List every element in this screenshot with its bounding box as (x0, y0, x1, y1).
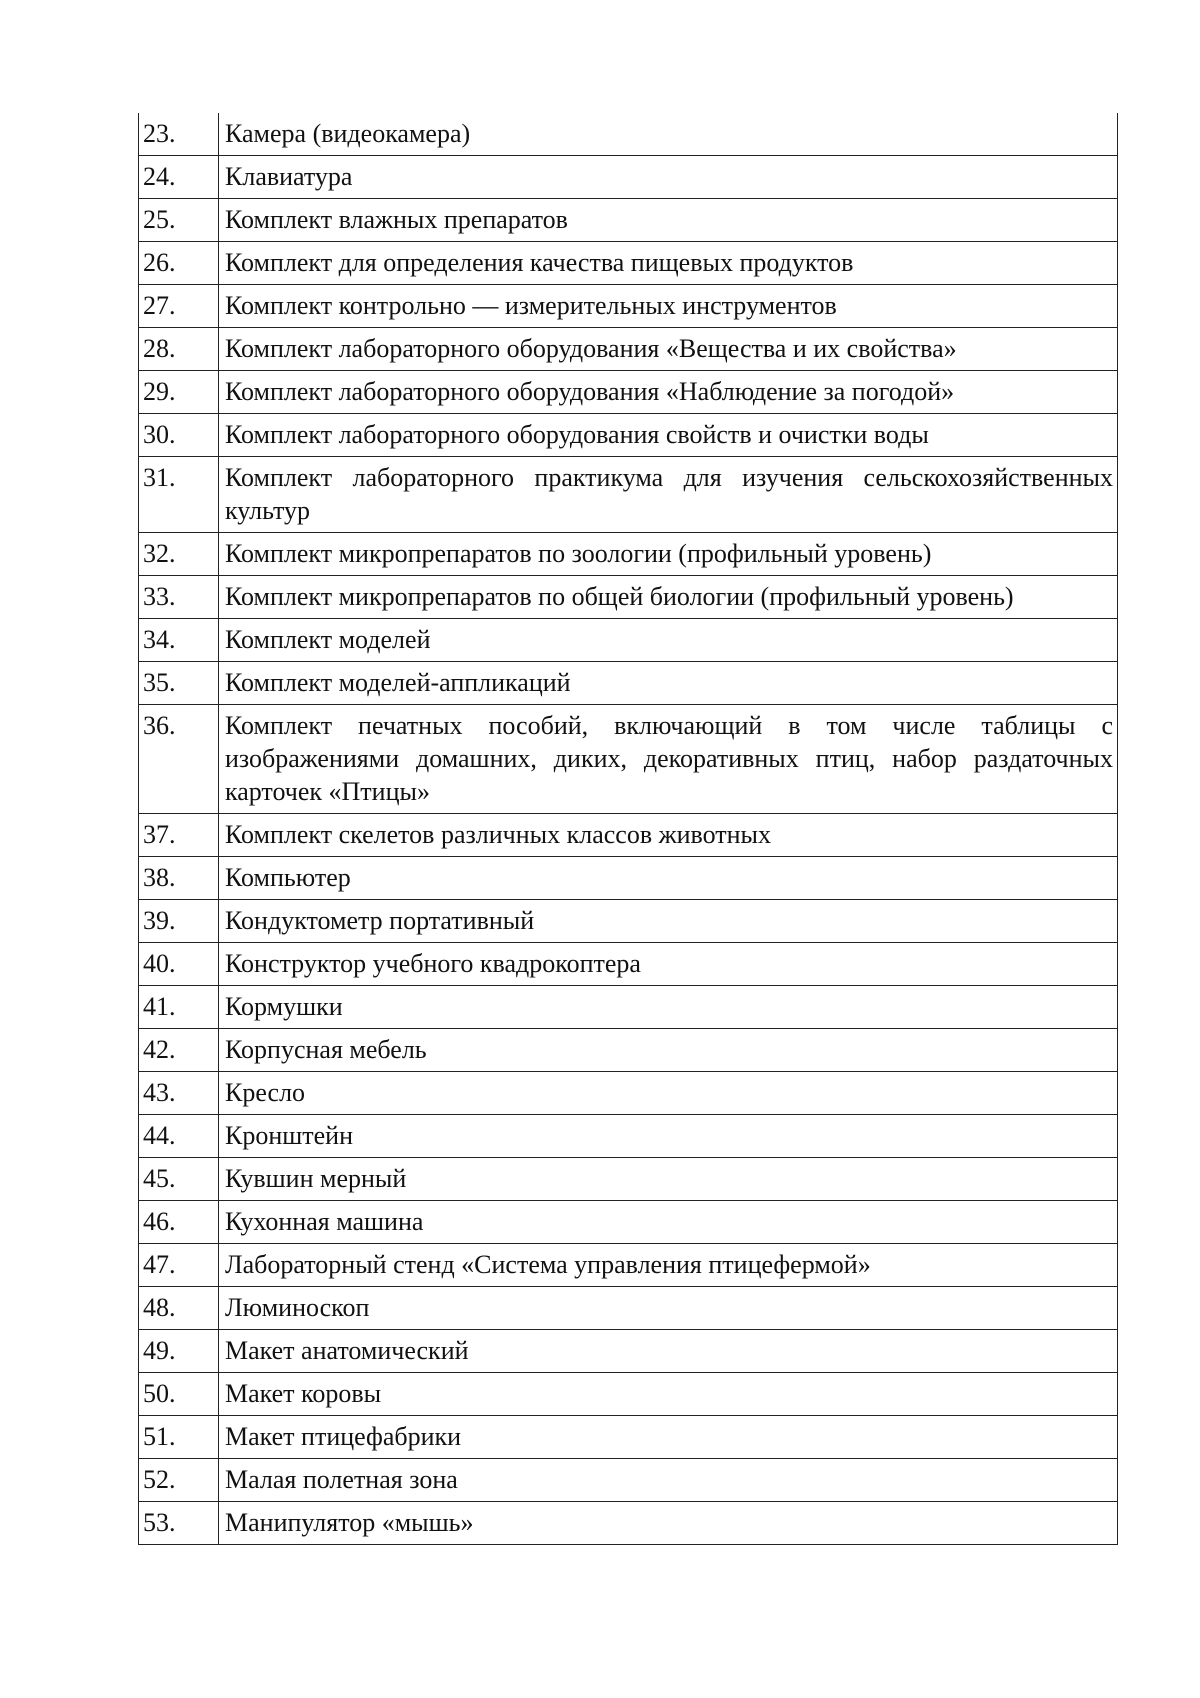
row-number: 38. (139, 857, 219, 900)
row-number: 35. (139, 662, 219, 705)
row-number: 50. (139, 1373, 219, 1416)
row-number: 53. (139, 1502, 219, 1545)
row-number: 37. (139, 814, 219, 857)
table-row (139, 285, 1118, 328)
item-name: Комплект скелетов различных классов животных (219, 814, 1118, 857)
row-number: 52. (139, 1459, 219, 1502)
item-name: Комплект моделей (219, 619, 1118, 662)
item-name: Корпусная мебель (219, 1029, 1118, 1072)
table-row (139, 414, 1118, 457)
table-row (139, 1330, 1118, 1373)
row-number: 34. (139, 619, 219, 662)
table-row (139, 1072, 1118, 1115)
row-number: 24. (139, 156, 219, 199)
item-name: Комплект микропрепаратов по общей биологии (профильный уровень) (219, 576, 1118, 619)
item-name: Кормушки (219, 986, 1118, 1029)
table-row (139, 705, 1118, 814)
table-row (139, 1029, 1118, 1072)
row-number: 26. (139, 242, 219, 285)
table-row (139, 242, 1118, 285)
row-number: 42. (139, 1029, 219, 1072)
row-number: 39. (139, 900, 219, 943)
table-row (139, 457, 1118, 533)
item-name: Кронштейн (219, 1115, 1118, 1158)
table-row (139, 1158, 1118, 1201)
item-name: Комплект лабораторного практикума для изучения сельскохозяйственных культур (219, 457, 1118, 533)
table-row (139, 156, 1118, 199)
item-name: Макет птицефабрики (219, 1416, 1118, 1459)
equipment-table-body (139, 113, 1118, 1545)
table-row (139, 1244, 1118, 1287)
item-name: Кухонная машина (219, 1201, 1118, 1244)
item-name: Комплект микропрепаратов по зоологии (профильный уровень) (219, 533, 1118, 576)
table-row (139, 857, 1118, 900)
item-name: Макет анатомический (219, 1330, 1118, 1373)
item-name: Лабораторный стенд «Система управления птицефермой» (219, 1244, 1118, 1287)
table-row (139, 1373, 1118, 1416)
item-name: Конструктор учебного квадрокоптера (219, 943, 1118, 986)
item-name: Кресло (219, 1072, 1118, 1115)
row-number: 32. (139, 533, 219, 576)
table-row (139, 1459, 1118, 1502)
item-name: Макет коровы (219, 1373, 1118, 1416)
table-row (139, 900, 1118, 943)
table-row (139, 1502, 1118, 1545)
row-number: 45. (139, 1158, 219, 1201)
table-row (139, 1287, 1118, 1330)
row-number: 49. (139, 1330, 219, 1373)
table-row (139, 619, 1118, 662)
table-row (139, 986, 1118, 1029)
row-number: 27. (139, 285, 219, 328)
item-name: Комплект моделей-аппликаций (219, 662, 1118, 705)
row-number: 43. (139, 1072, 219, 1115)
table-row (139, 1201, 1118, 1244)
table-row (139, 113, 1118, 156)
row-number: 40. (139, 943, 219, 986)
table-row (139, 1416, 1118, 1459)
item-name: Компьютер (219, 857, 1118, 900)
item-name: Комплект контрольно — измерительных инструментов (219, 285, 1118, 328)
row-number: 46. (139, 1201, 219, 1244)
item-name: Комплект лабораторного оборудования «Наблюдение за погодой» (219, 371, 1118, 414)
table-row (139, 371, 1118, 414)
table-row (139, 328, 1118, 371)
item-name: Комплект для определения качества пищевых продуктов (219, 242, 1118, 285)
table-row (139, 662, 1118, 705)
item-name: Люминоскоп (219, 1287, 1118, 1330)
item-name: Комплект влажных препаратов (219, 199, 1118, 242)
item-name: Комплект лабораторного оборудования «Вещества и их свойства» (219, 328, 1118, 371)
row-number: 28. (139, 328, 219, 371)
row-number: 23. (139, 113, 219, 156)
item-name: Комплект лабораторного оборудования свойств и очистки воды (219, 414, 1118, 457)
row-number: 44. (139, 1115, 219, 1158)
row-number: 36. (139, 705, 219, 814)
table-row (139, 199, 1118, 242)
item-name: Комплект печатных пособий, включающий в том числе таблицы с изображениями домашних, диких, декоративных птиц, набор раздаточных карточек «Птицы» (219, 705, 1118, 814)
item-name: Клавиатура (219, 156, 1118, 199)
table-row (139, 576, 1118, 619)
row-number: 31. (139, 457, 219, 533)
item-name: Малая полетная зона (219, 1459, 1118, 1502)
row-number: 41. (139, 986, 219, 1029)
row-number: 30. (139, 414, 219, 457)
table-row (139, 943, 1118, 986)
row-number: 48. (139, 1287, 219, 1330)
item-name: Манипулятор «мышь» (219, 1502, 1118, 1545)
table-row (139, 533, 1118, 576)
equipment-table (138, 113, 1118, 1545)
item-name: Камера (видеокамера) (219, 113, 1118, 156)
row-number: 47. (139, 1244, 219, 1287)
table-row (139, 1115, 1118, 1158)
item-name: Кувшин мерный (219, 1158, 1118, 1201)
row-number: 29. (139, 371, 219, 414)
row-number: 33. (139, 576, 219, 619)
table-row (139, 814, 1118, 857)
item-name: Кондуктометр портативный (219, 900, 1118, 943)
row-number: 25. (139, 199, 219, 242)
row-number: 51. (139, 1416, 219, 1459)
